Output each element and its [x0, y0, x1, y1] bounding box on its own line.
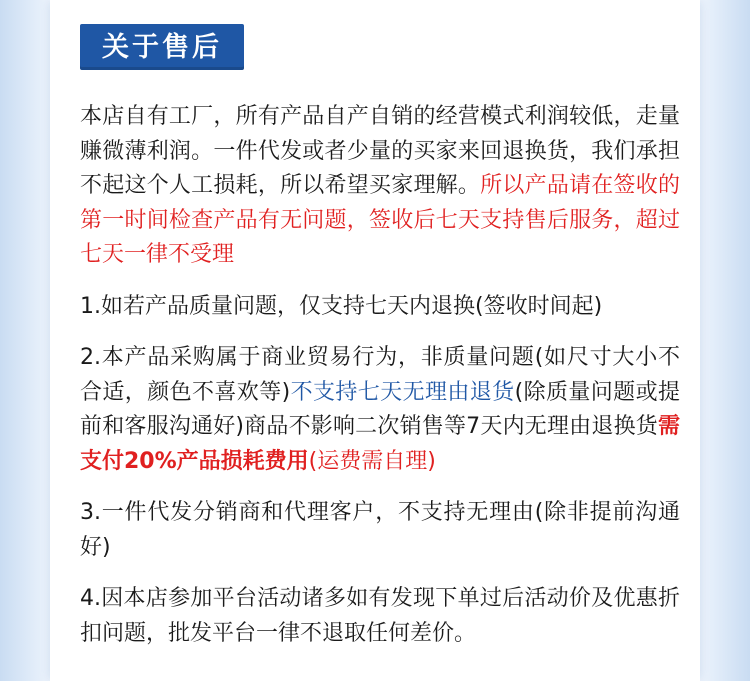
rule-3: [80, 496, 680, 565]
intro-text: 本店自有工厂，所有产品自产自销的经营模式利润较低，走量赚微薄利润。一件代发或者少量的买家来回退换货，我们承担不起这个人工损耗，所以希望买家理解。: [80, 104, 680, 198]
rule-2-fee-notice: 需支付20%产品损耗费用: [80, 414, 680, 474]
rule-2: [80, 341, 680, 479]
intro-paragraph: [80, 100, 680, 273]
section-title-banner: [80, 24, 244, 70]
rule-2-text-b: (除质量问题或提前和客服沟通好)商品不影响二次销售等7天内无理由退换货: [80, 379, 680, 439]
rule-4-text: 4.因本店参加平台活动诸多如有发现下单过后活动价及优惠折扣问题，批发平台一律不退取任何差价。: [80, 586, 680, 646]
intro-highlight: 所以产品请在签收的第一时间检查产品有无问题，签收后七天支持售后服务，超过七天一律不受理: [80, 173, 680, 267]
rule-3-text: 3.一件代发分销商和代理客户，不支持无理由(除非提前沟通好): [80, 500, 680, 560]
rule-2-text-a: 2.本产品采购属于商业贸易行为，非质量问题(如尺寸大小不合适，颜色不喜欢等): [80, 345, 680, 405]
rule-2-no-return-notice: 不支持七天无理由退货: [290, 379, 515, 405]
rule-2-shipping-notice: (运费需自理): [308, 448, 436, 474]
rule-4: [80, 582, 680, 651]
rule-1-text: 1.如若产品质量问题，仅支持七天内退换(签收时间起): [80, 293, 603, 319]
section-title: 关于售后: [102, 31, 222, 63]
rule-1: [80, 290, 680, 325]
after-sales-content: [80, 100, 680, 668]
